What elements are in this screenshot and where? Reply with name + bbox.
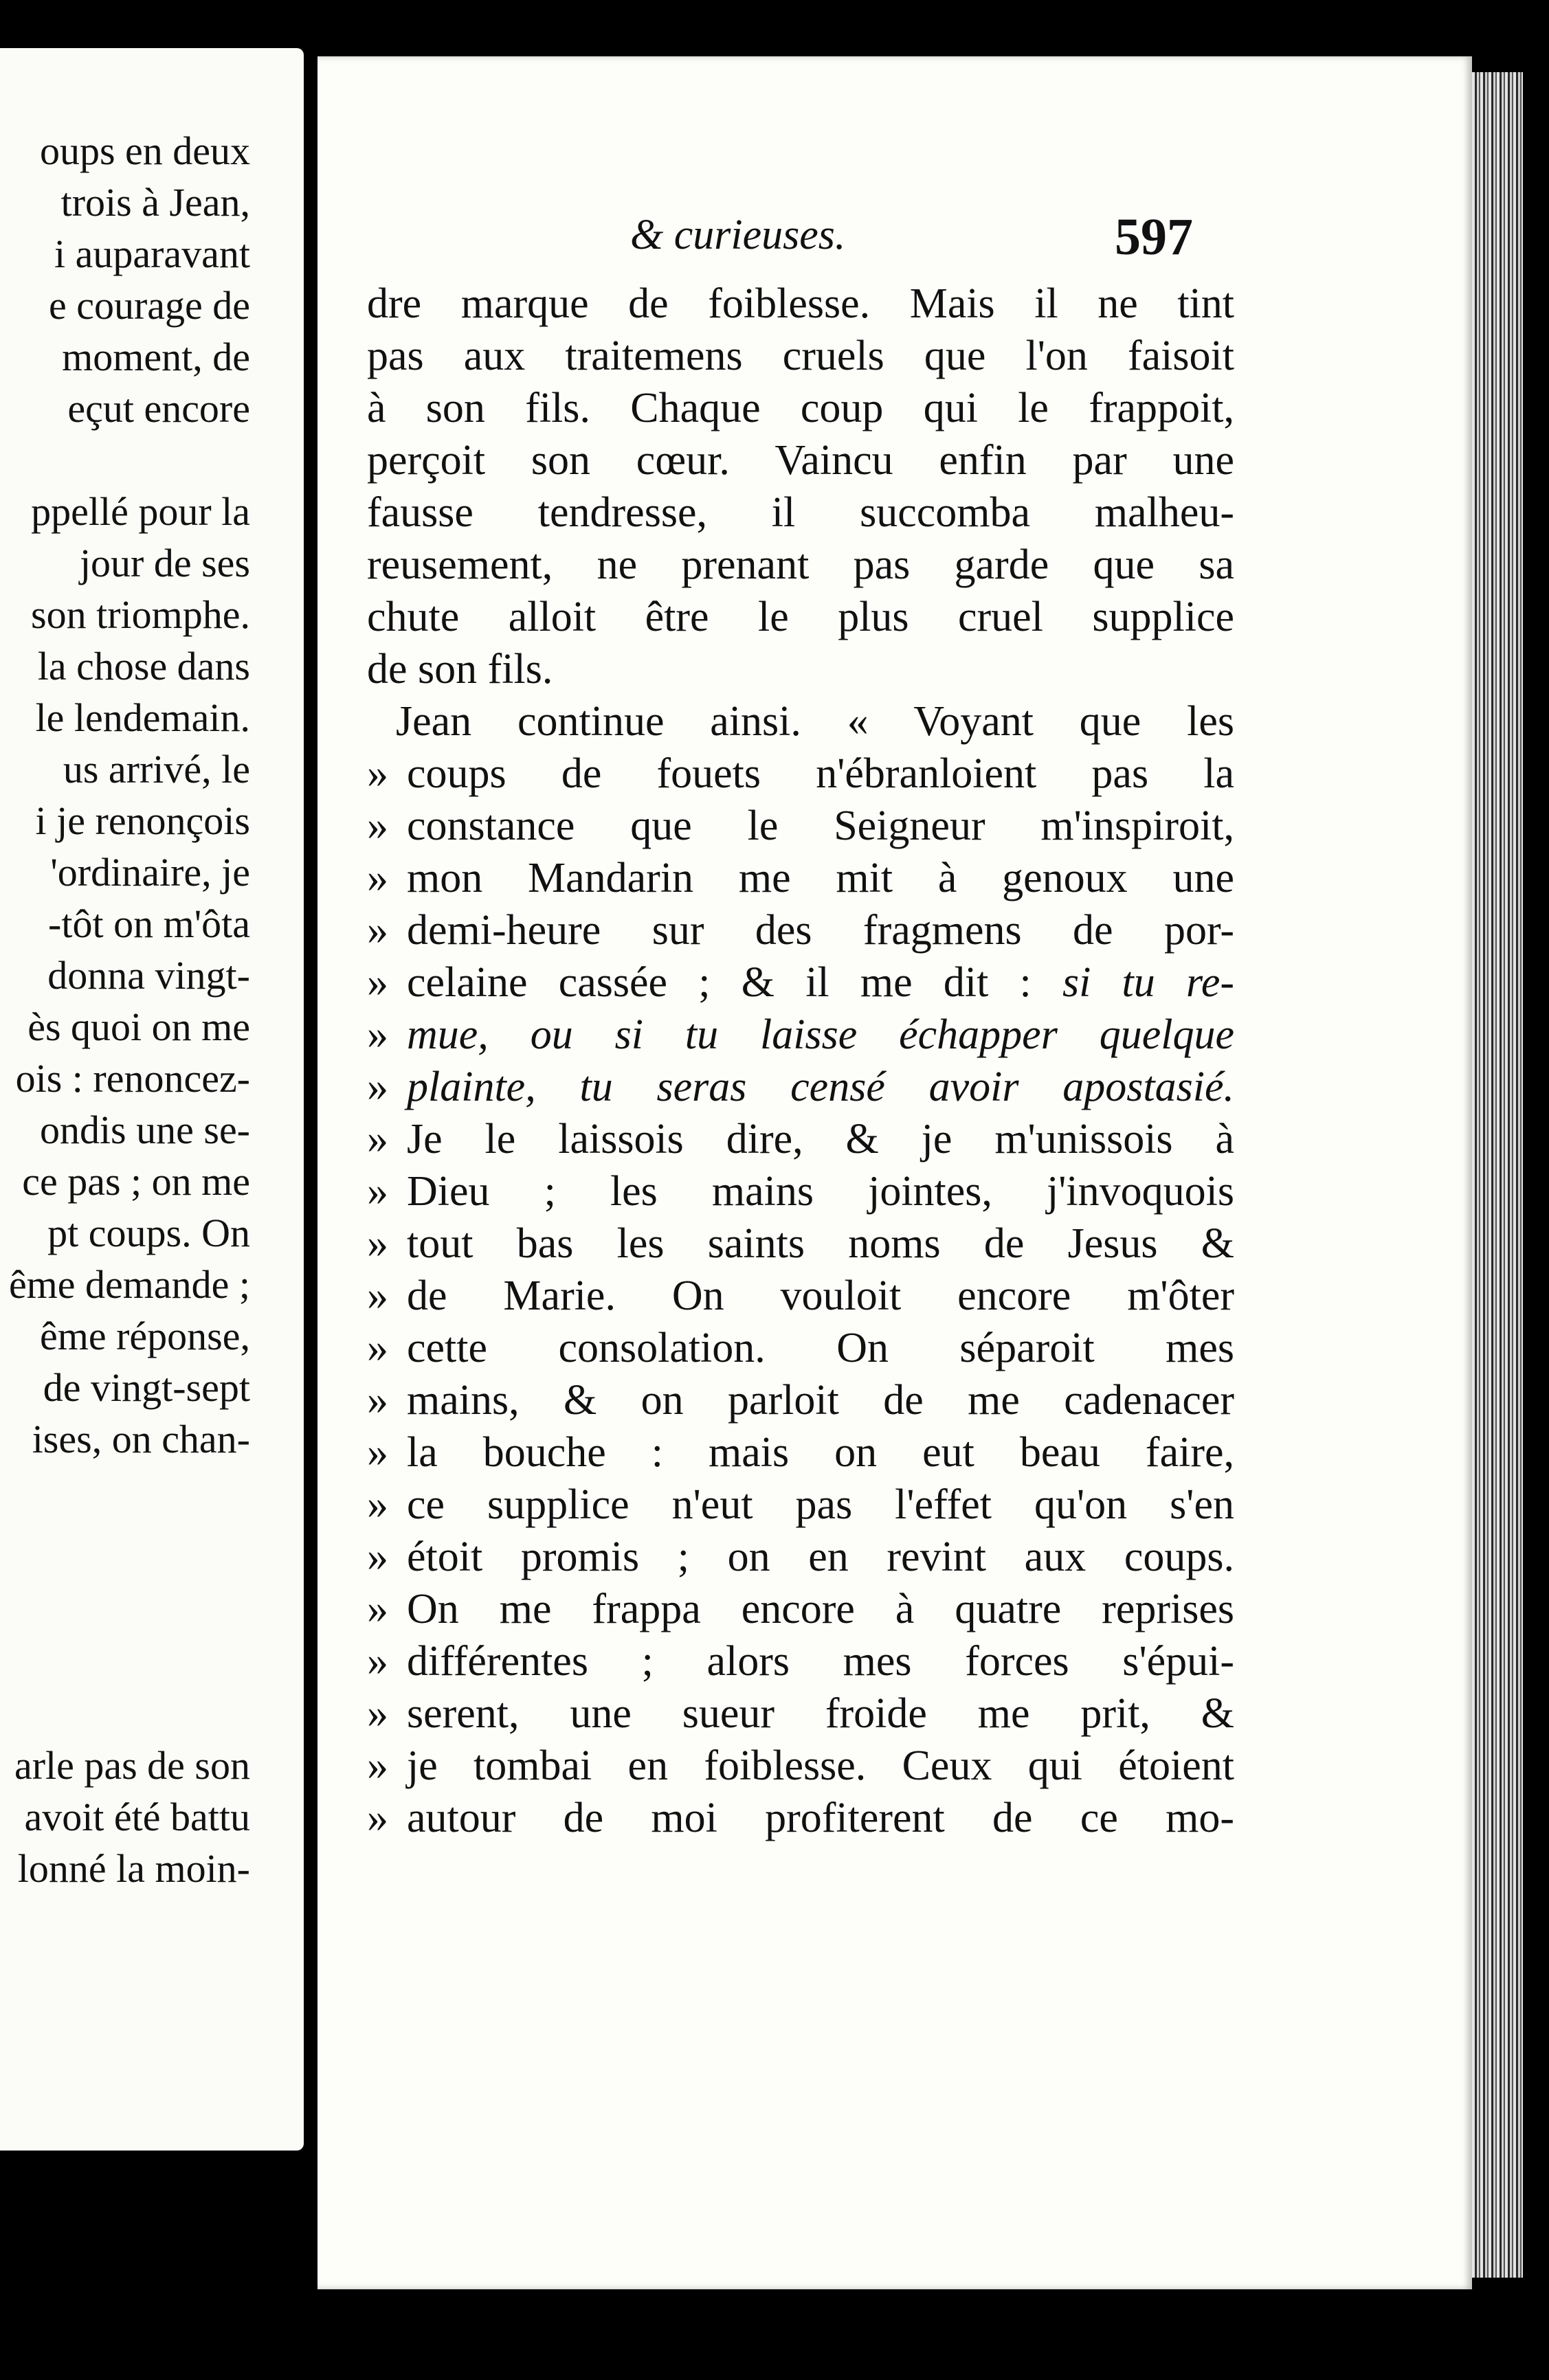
text-line: » coups de fouets n'ébranloient pas la	[367, 748, 1234, 800]
text-line: perçoit son cœur. Vaincu enfin par une	[367, 437, 1234, 484]
quote-mark: »	[367, 1325, 388, 1371]
quote-mark: »	[367, 1429, 388, 1476]
quote-mark: »	[367, 1795, 388, 1841]
quote-mark: »	[367, 1377, 388, 1424]
quote-mark: »	[367, 1011, 388, 1058]
text-line: Jean continue ainsi. « Voyant que les	[396, 698, 1234, 745]
text-line: » étoit promis ; on en revint aux coups.	[367, 1531, 1234, 1583]
left-line: -tôt on m'ôta	[48, 901, 250, 946]
left-line: eçut encore	[67, 386, 250, 431]
text-line: » demi-heure sur des fragmens de por-	[367, 904, 1234, 956]
text-line: » tout bas les saints noms de Jesus &	[367, 1217, 1234, 1270]
left-line: ême réponse,	[40, 1314, 250, 1358]
left-line: ises, on chan-	[32, 1417, 250, 1461]
text-line: » constance que le Seigneur m'inspiroit,	[367, 800, 1234, 852]
text-line: » plainte, tu seras censé avoir apostasié.	[367, 1061, 1234, 1113]
text-line: » Je le laissois dire, & je m'unissois à	[367, 1113, 1234, 1165]
left-line: son triomphe.	[31, 592, 250, 637]
text-line: » ce supplice n'eut pas l'effet qu'on s'en	[367, 1479, 1234, 1531]
text-line: » de Marie. On vouloit encore m'ôter	[367, 1270, 1234, 1322]
quote-mark: »	[367, 1116, 388, 1163]
left-page	[0, 48, 304, 2151]
quote-mark: »	[367, 1064, 388, 1110]
left-line: ondis une se-	[39, 1108, 250, 1152]
quote-mark: »	[367, 1690, 388, 1737]
left-line: trois à Jean,	[60, 180, 250, 225]
left-line: jour de ses	[79, 541, 250, 585]
text-line: chute alloit être le plus cruel supplice	[367, 594, 1234, 640]
quote-mark: »	[367, 1534, 388, 1580]
left-line: ès quoi on me	[27, 1004, 250, 1049]
left-line: ême demande ;	[8, 1262, 250, 1307]
text-line: » cette consolation. On séparoit mes	[367, 1322, 1234, 1374]
text-line: » autour de moi profiterent de ce mo-	[367, 1792, 1234, 1844]
text-line: dre marque de foiblesse. Mais il ne tint	[367, 280, 1234, 327]
text-line: » je tombai en foiblesse. Ceux qui étoient	[367, 1740, 1234, 1792]
left-line: e courage de	[48, 283, 250, 328]
text-line: reusement, ne prenant pas garde que sa	[367, 541, 1234, 588]
quote-mark: »	[367, 1168, 388, 1215]
left-line: ce pas ; on me	[22, 1159, 250, 1204]
left-line: donna vingt-	[47, 953, 250, 998]
left-line: i je renonçois	[35, 798, 250, 843]
text-line: » Dieu ; les mains jointes, j'invoquois	[367, 1165, 1234, 1217]
quote-mark: »	[367, 1586, 388, 1632]
quote-mark: »	[367, 1220, 388, 1267]
page-header	[317, 208, 1472, 280]
text-line: » On me frappa encore à quatre reprises	[367, 1583, 1234, 1635]
text-line: » serent, une sueur froide me prit, &	[367, 1687, 1234, 1740]
left-line: moment, de	[62, 335, 250, 379]
quote-mark: »	[367, 1742, 388, 1789]
left-line: arle pas de son	[14, 1743, 250, 1788]
left-line: de vingt-sept	[43, 1365, 250, 1410]
text-line: » mue, ou si tu laisse échapper quelque	[367, 1009, 1234, 1061]
quote-mark: »	[367, 855, 388, 901]
text-line: » différentes ; alors mes forces s'épui-	[367, 1635, 1234, 1687]
left-line: ppellé pour la	[31, 489, 250, 534]
left-line: pt coups. On	[47, 1211, 250, 1255]
left-line: lonné la moin-	[17, 1846, 250, 1891]
quote-mark: »	[367, 802, 388, 849]
text-line: » mon Mandarin me mit à genoux une	[367, 852, 1234, 904]
quote-mark: »	[367, 1272, 388, 1319]
left-line: ois : renoncez-	[15, 1056, 250, 1101]
left-line: avoit été battu	[24, 1795, 250, 1839]
quote-mark: »	[367, 1638, 388, 1685]
text-line: » la bouche : mais on eut beau faire,	[367, 1426, 1234, 1479]
right-page	[317, 56, 1472, 2289]
text-line: fausse tendresse, il succomba malheu-	[367, 489, 1234, 536]
left-line: i auparavant	[54, 232, 250, 276]
left-page-text	[0, 48, 290, 2151]
left-line: le lendemain.	[35, 695, 250, 740]
text-line: » celaine cassée ; & il me dit : si tu re-	[367, 956, 1234, 1009]
page-number: 597	[1115, 208, 1193, 266]
quote-mark: »	[367, 750, 388, 797]
left-line: us arrivé, le	[63, 747, 250, 792]
text-line: de son fils.	[367, 646, 553, 693]
quote-mark: »	[367, 1481, 388, 1528]
quote-mark: »	[367, 907, 388, 954]
text-line: » mains, & on parloit de me cadenacer	[367, 1374, 1234, 1426]
left-line: oups en deux	[39, 128, 250, 173]
running-head: & curieuses.	[630, 212, 846, 258]
left-line: 'ordinaire, je	[50, 850, 250, 895]
text-line: à son fils. Chaque coup qui le frappoit,	[367, 385, 1234, 431]
quote-mark: »	[367, 959, 388, 1006]
left-line: la chose dans	[37, 644, 250, 688]
text-line: pas aux traitemens cruels que l'on faisoit	[367, 333, 1234, 379]
